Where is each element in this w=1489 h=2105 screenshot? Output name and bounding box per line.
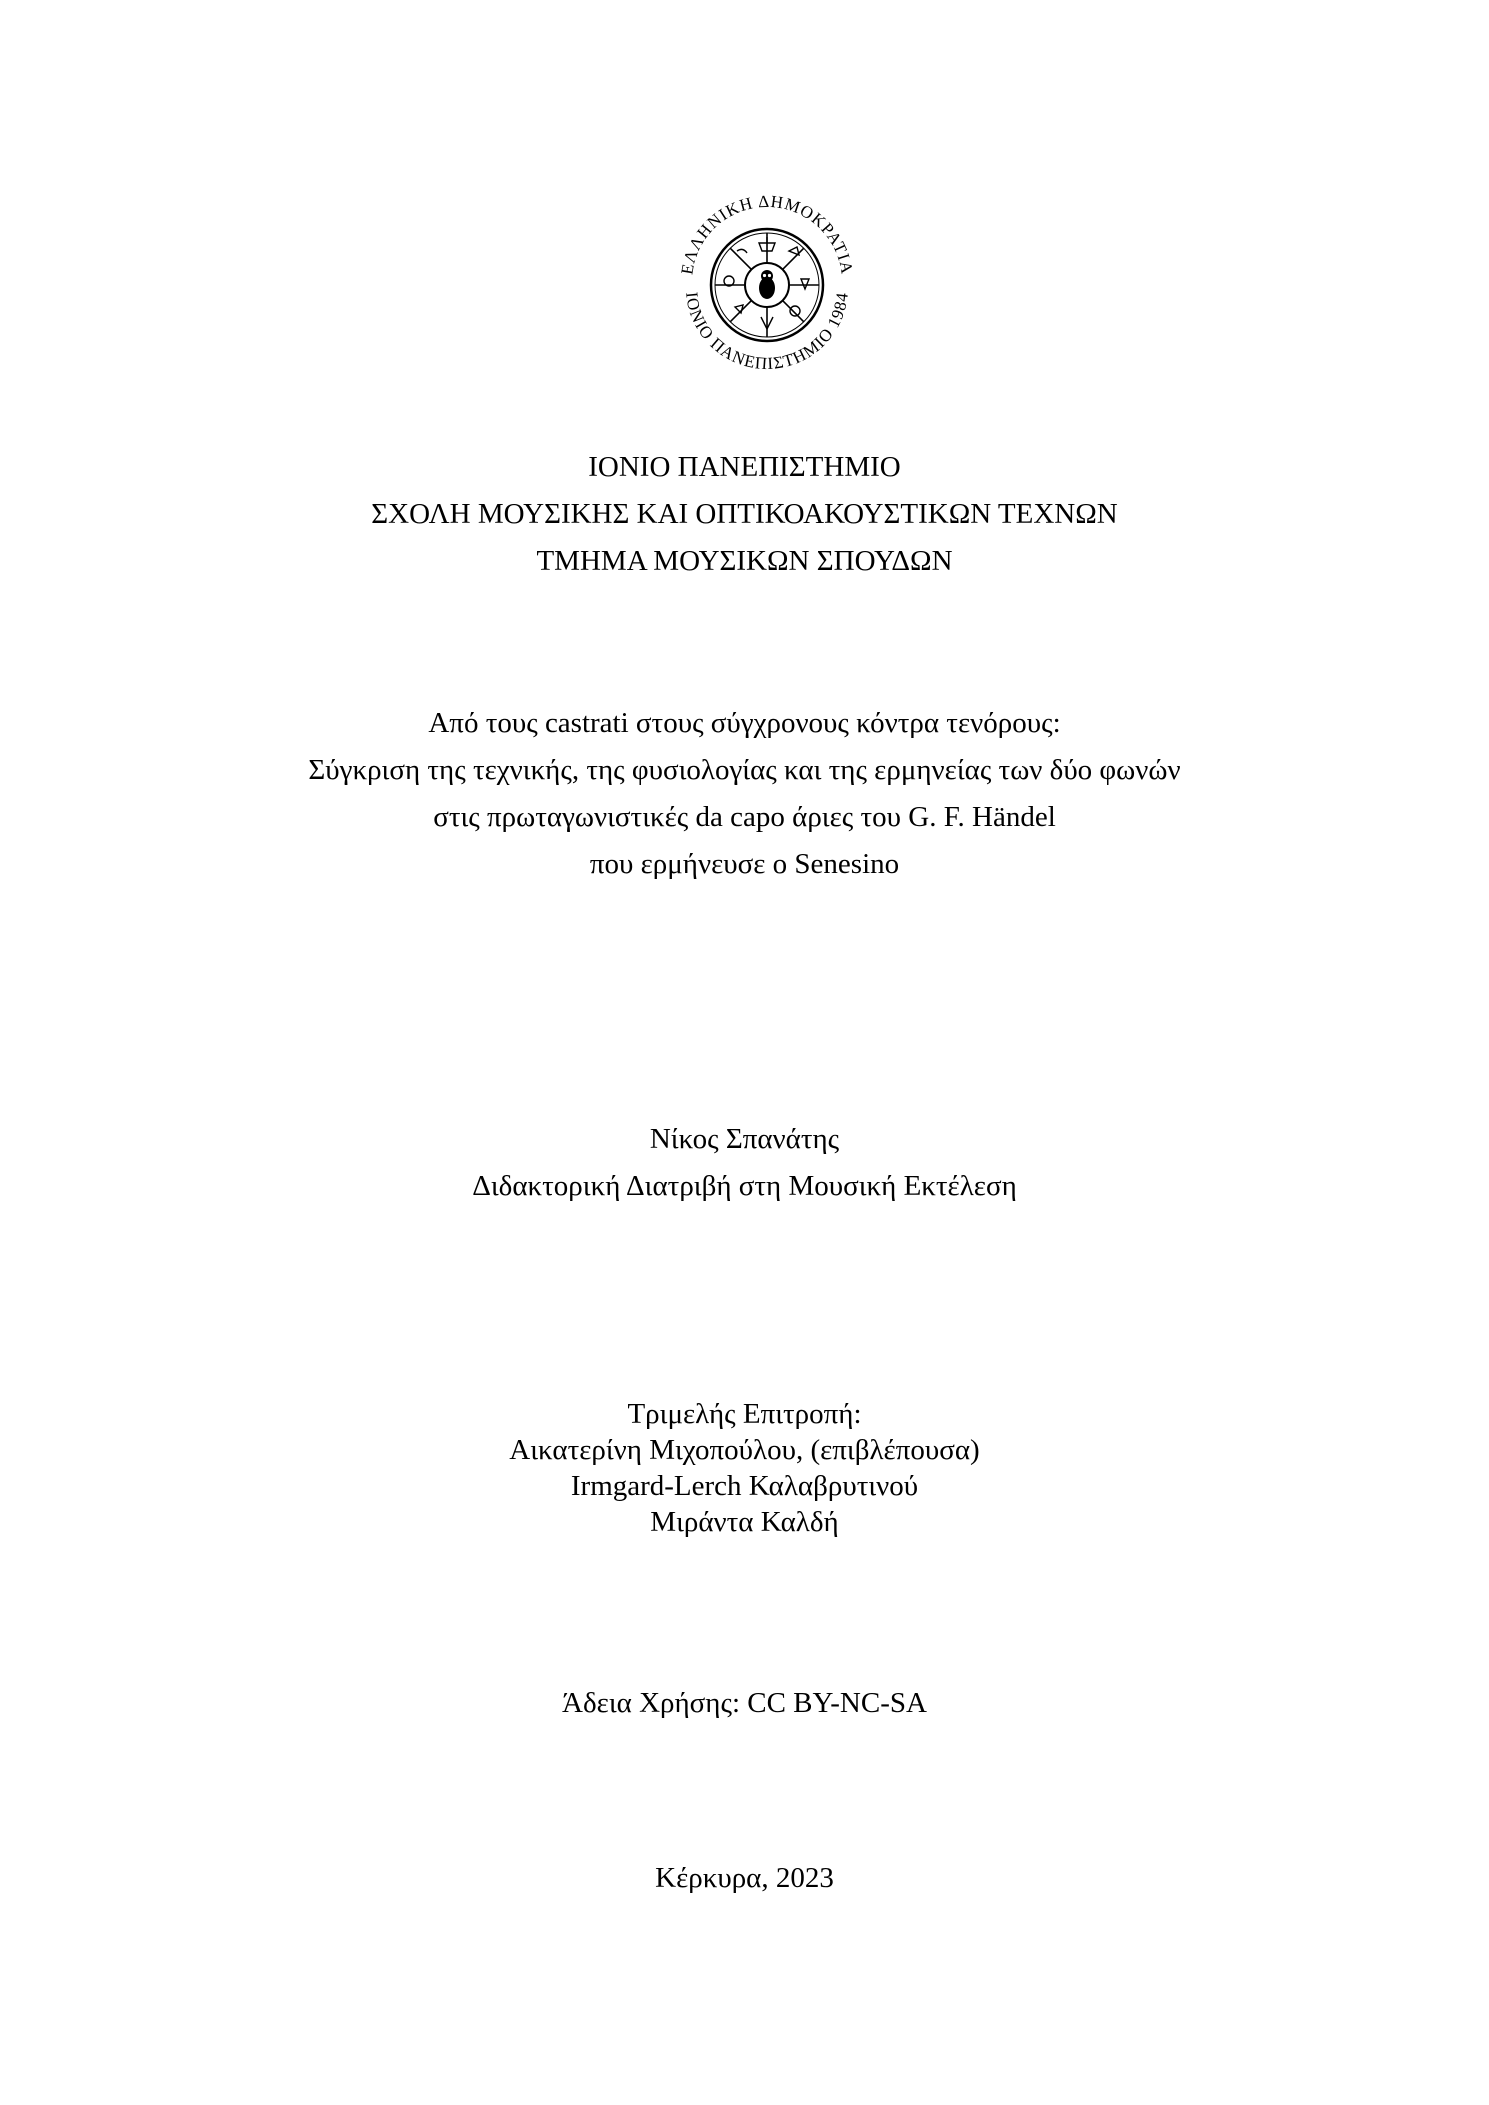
license-text: Άδεια Χρήσης: CC BY-NC-SA bbox=[562, 1687, 927, 1719]
degree-title: Διδακτορική Διατριβή στη Μουσική Εκτέλεση bbox=[472, 1170, 1017, 1202]
seal-bottom-text: ΙΟΝΙΟ ΠΑΝΕΠΙΣΤΗΜΙΟ 1984 bbox=[682, 290, 852, 374]
license-block bbox=[0, 1680, 1489, 1727]
title-line-4: που ερμήνευσε ο Senesino bbox=[589, 848, 900, 880]
author-name: Νίκος Σπανάτης bbox=[649, 1123, 840, 1155]
author-block bbox=[0, 1116, 1489, 1210]
committee-block bbox=[0, 1396, 1489, 1540]
university-name: ΙΟΝΙΟ ΠΑΝΕΠΙΣΤΗΜΙΟ bbox=[588, 451, 901, 483]
title-line-3: στις πρωταγωνιστικές da capo άριες του G. F. Händel bbox=[433, 801, 1056, 833]
thesis-title bbox=[0, 700, 1489, 888]
seal-top-text: ΕΛΛΗΝΙΚΗ ΔΗΜΟΚΡΑΤΙΑ bbox=[677, 191, 857, 276]
committee-heading: Τριμελής Επιτροπή: bbox=[627, 1398, 862, 1430]
title-line-2: Σύγκριση της τεχνικής, της φυσιολογίας και της ερμηνείας των δύο φωνών bbox=[308, 754, 1181, 786]
department-name: ΤΜΗΜΑ ΜΟΥΣΙΚΩΝ ΣΠΟΥΔΩΝ bbox=[536, 545, 953, 577]
university-seal-icon bbox=[674, 170, 860, 390]
committee-member: Irmgard-Lerch Καλαβρυτινού bbox=[570, 1470, 919, 1502]
title-line-1: Από τους castrati στους σύγχρονους κόντρα τενόρους: bbox=[428, 707, 1061, 739]
school-name: ΣΧΟΛΗ ΜΟΥΣΙΚΗΣ ΚΑΙ ΟΠΤΙΚΟΑΚΟΥΣΤΙΚΩΝ ΤΕΧΝΩΝ bbox=[371, 498, 1118, 530]
place-date: Κέρκυρα, 2023 bbox=[655, 1862, 834, 1894]
place-date-block bbox=[0, 1855, 1489, 1902]
committee-member: Μιράντα Καλδή bbox=[650, 1506, 839, 1538]
committee-member: Αικατερίνη Μιχοπούλου, (επιβλέπουσα) bbox=[509, 1434, 980, 1466]
institution-block bbox=[0, 444, 1489, 585]
